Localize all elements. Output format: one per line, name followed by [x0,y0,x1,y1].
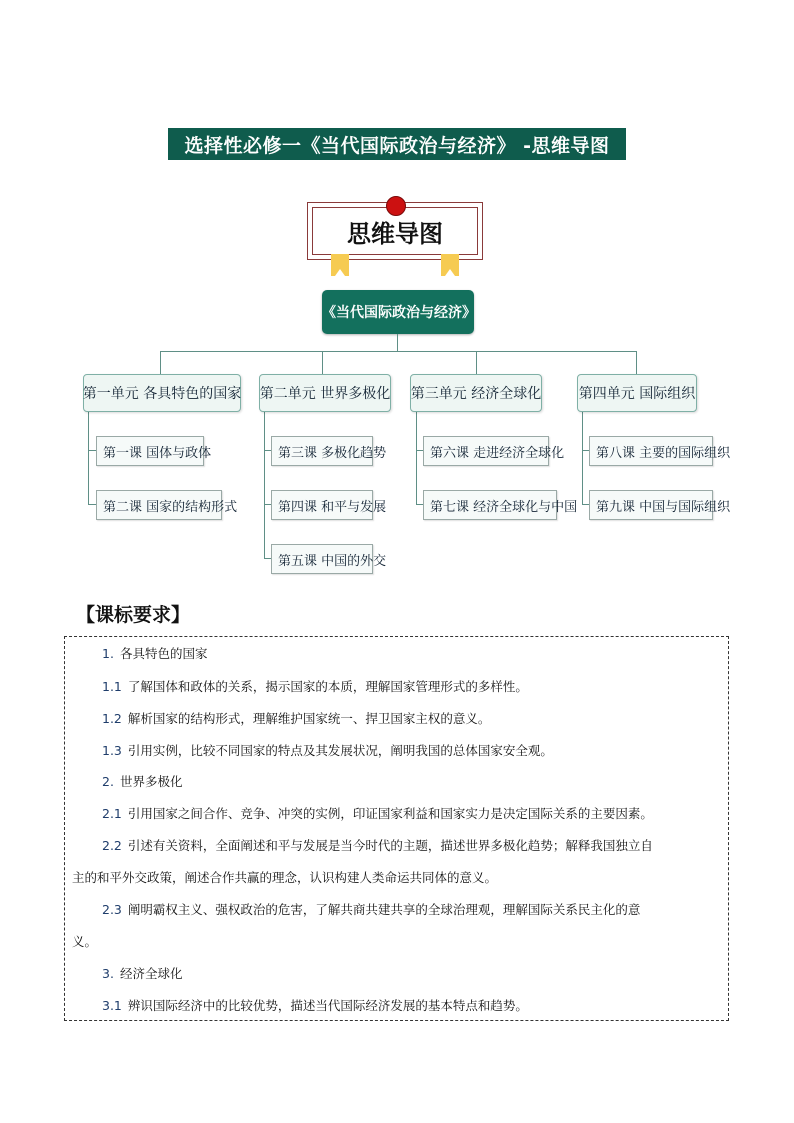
connector [416,450,423,451]
lesson-node: 第八课 主要的国际组织 [589,436,713,466]
section-heading: 【课标要求】 [76,604,191,626]
unit-node-3: 第三单元 经济全球化 [410,374,542,412]
lesson-node: 第三课 多极化趋势 [271,436,373,466]
connector [264,558,271,559]
lesson-node: 第二课 国家的结构形式 [96,490,222,520]
connector [397,334,398,351]
connector [264,410,265,558]
requirement-line: 1.3 引用实例，比较不同国家的特点及其发展状况，阐明我国的总体国家安全观。 [102,743,553,758]
connector [476,351,477,374]
connector [582,450,589,451]
lesson-node: 第一课 国体与政体 [96,436,204,466]
requirement-line: 2. 世界多极化 [102,774,183,789]
connector [88,504,96,505]
connector [636,351,637,374]
connector [88,410,89,504]
requirement-line: 1. 各具特色的国家 [102,646,208,661]
lesson-node: 第七课 经济全球化与中国 [423,490,557,520]
lesson-node: 第六课 走进经济全球化 [423,436,549,466]
connector [88,450,96,451]
connector [582,410,583,504]
badge-title: 思维导图 [312,207,478,255]
connector [264,504,271,505]
requirement-line: 3. 经济全球化 [102,966,183,981]
requirement-line: 2.3 阐明霸权主义、强权政治的危害，了解共商共建共享的全球治理观，理解国际关系民主化的意 [102,902,641,917]
lesson-node: 第四课 和平与发展 [271,490,373,520]
connector [582,504,589,505]
unit-node-4: 第四单元 国际组织 [577,374,697,412]
ribbon-left-icon [331,254,349,276]
requirement-line-continued: 主的和平外交政策，阐述合作共赢的理念，认识构建人类命运共同体的意义。 [72,870,498,885]
connector [160,351,161,374]
connector [416,504,423,505]
requirement-line: 1.1 了解国体和政体的关系，揭示国家的本质，理解国家管理形式的多样性。 [102,679,528,694]
ribbon-right-icon [441,254,459,276]
requirement-line: 1.2 解析国家的结构形式，理解维护国家统一、捍卫国家主权的意义。 [102,711,491,726]
requirement-line: 2.1 引用国家之间合作、竞争、冲突的实例，印证国家利益和国家实力是决定国际关系的主要因素。 [102,806,653,821]
connector [160,351,636,352]
unit-node-1: 第一单元 各具特色的国家 [83,374,241,412]
mindmap-badge [307,202,483,260]
page-title: 选择性必修一《当代国际政治与经济》 -思维导图 [168,128,626,160]
mindmap-root-node: 《当代国际政治与经济》 [322,290,474,334]
lesson-node: 第五课 中国的外交 [271,544,373,574]
pin-icon [386,196,406,216]
lesson-node: 第九课 中国与国际组织 [589,490,713,520]
connector [416,410,417,504]
requirement-line-continued: 义。 [72,934,98,949]
requirement-line: 3.1 辨识国际经济中的比较优势，描述当代国际经济发展的基本特点和趋势。 [102,998,528,1013]
connector [322,351,323,374]
unit-node-2: 第二单元 世界多极化 [259,374,391,412]
requirement-line: 2.2 引述有关资料，全面阐述和平与发展是当今时代的主题，描述世界多极化趋势；解释我国独立自 [102,838,653,853]
connector [264,450,271,451]
